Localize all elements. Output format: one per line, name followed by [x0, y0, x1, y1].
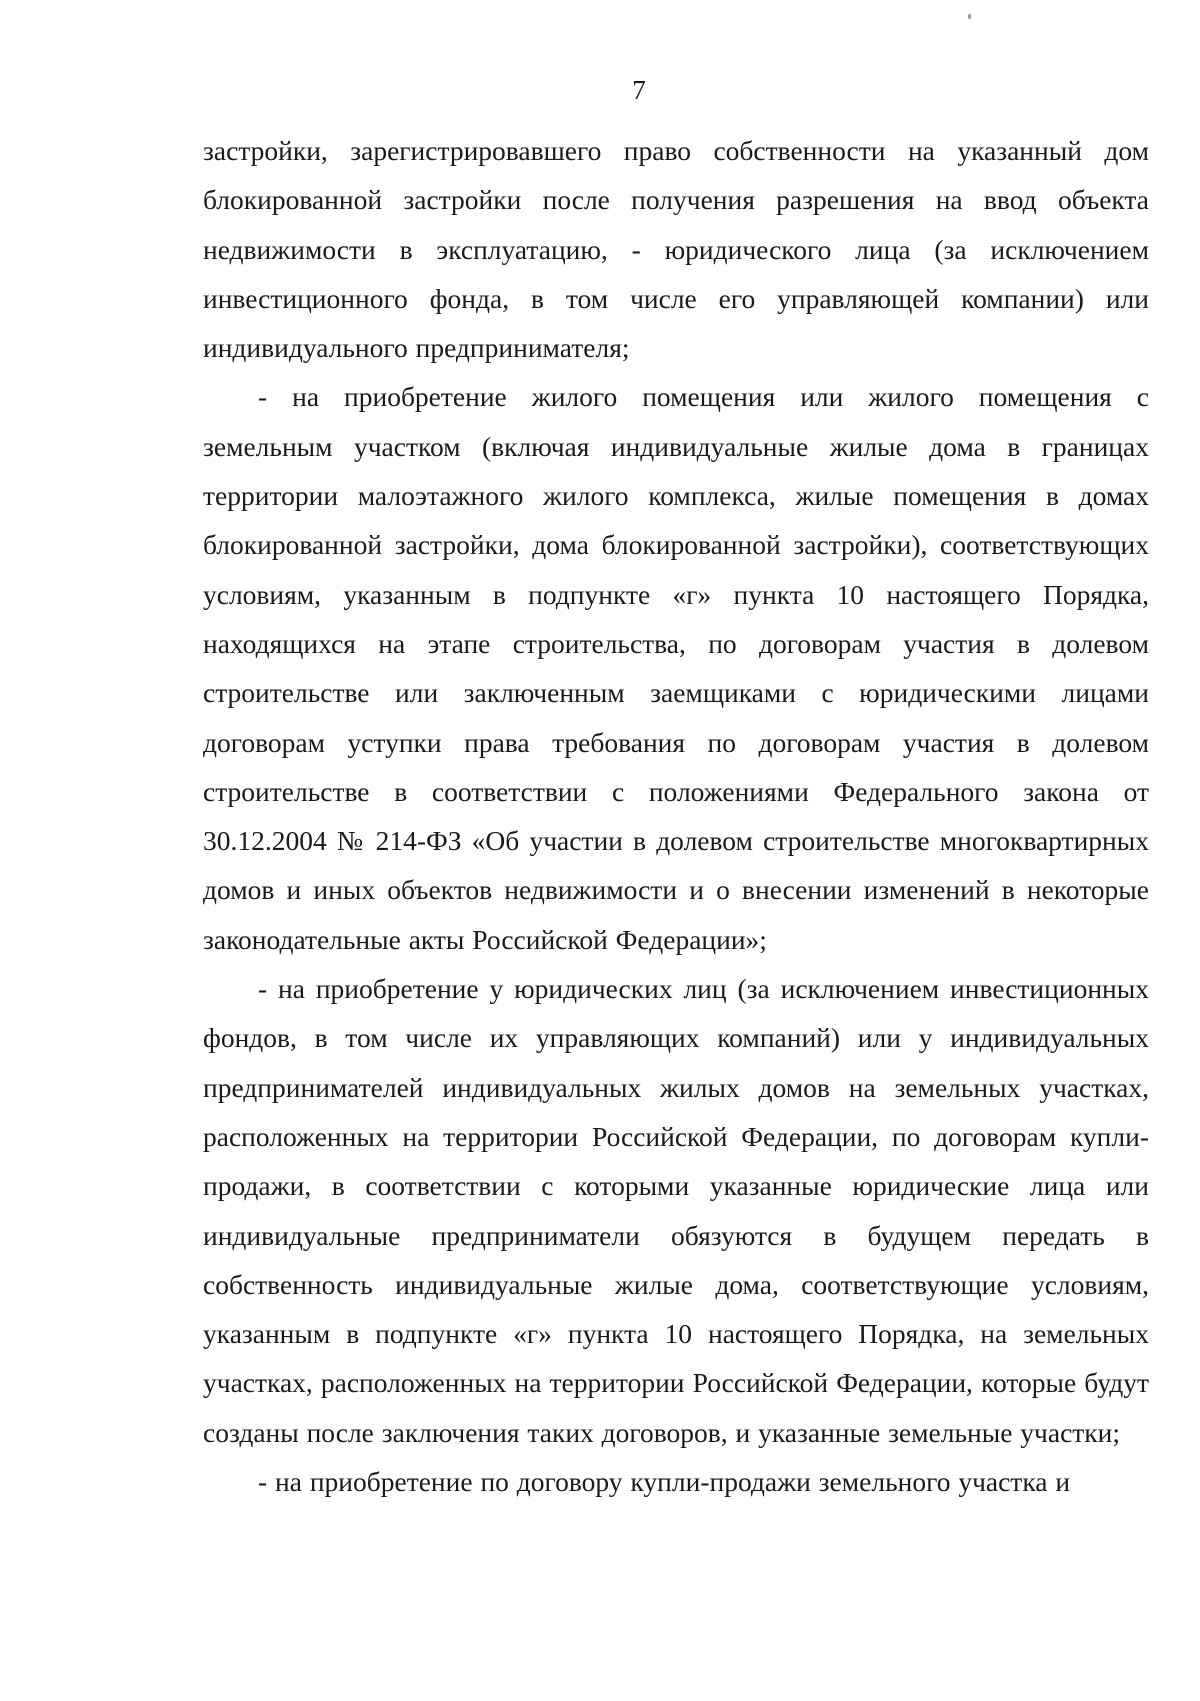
- page-number: 7: [632, 75, 646, 105]
- scan-speck: [968, 14, 971, 19]
- paragraph-individual-houses: - на приобретение у юридических лиц (за исключением инвестиционных фондов, в том числе их управляющих компаний) или у индивидуальных предпринимателей индивидуальных жилых домов на земельных участках, расположенных на территории Российской Федерации, по договорам купли-продажи, в соответствии с которыми указанные юридические лица или индивидуальные предприниматели обязуются в будущем передать в собственность индивидуальные жилые дома, соответствующие условиям, указанным в подпункте «г» пункта 10 настоящего Порядка, на земельных участках, расположенных на территории Российской Федерации, которые будут созданы после заключения таких договоров, и указанные земельные участки;: [203, 973, 1149, 1448]
- document-body: [203, 126, 1149, 1506]
- paragraph-continuation: застройки, зарегистрировавшего право собственности на указанный дом блокированной застройки после получения разрешения на ввод объекта недвижимости в эксплуатацию, - юридического лица (за исключением инвестиционного фонда, в том числе его управляющей компании) или индивидуального предпринимателя;: [203, 135, 1149, 364]
- paragraph-land-plot: - на приобретение по договору купли-продажи земельного участка и: [258, 1466, 1071, 1498]
- paragraph-residential-premises: - на приобретение жилого помещения или жилого помещения с земельным участком (включая индивидуальные жилые дома в границах территории малоэтажного жилого комплекса, жилые помещения в домах блокированной застройки, дома блокированной застройки), соответствующих условиям, указанным в подпункте «г» пункта 10 настоящего Порядка, находящихся на этапе строительства, по договорам участия в долевом строительстве или заключенным заемщиками с юридическими лицами договорам уступки права требования по договорам участия в долевом строительстве в соответствии с положениями Федерального закона от 30.12.2004 № 214-ФЗ «Об участии в долевом строительстве многоквартирных домов и иных объектов недвижимости и о внесении изменений в некоторые законодательные акты Российской Федерации»;: [203, 381, 1149, 955]
